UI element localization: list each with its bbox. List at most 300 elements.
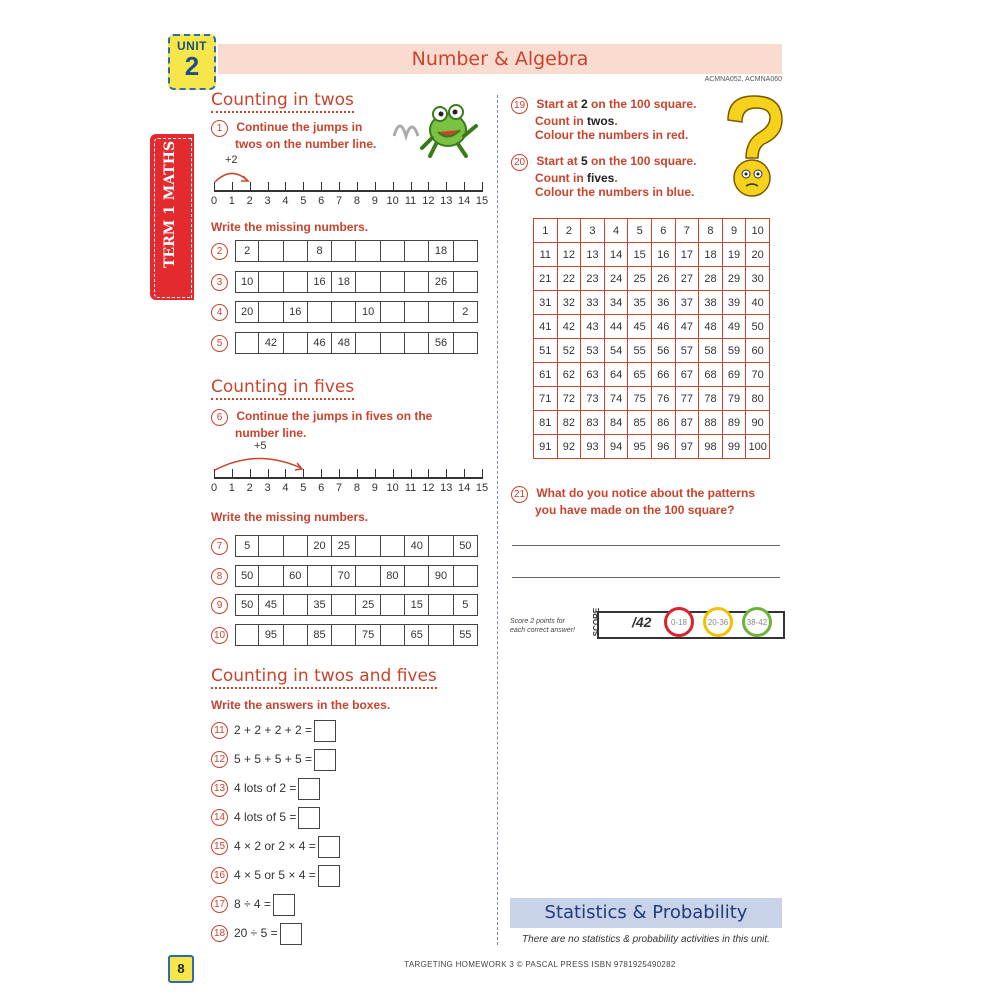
- score-note-line: Score 2 points for: [510, 618, 565, 625]
- hundred-square-cell[interactable]: 53: [581, 339, 605, 363]
- number-line-tick: [375, 182, 376, 192]
- hundred-square-cell[interactable]: 64: [604, 363, 628, 387]
- hundred-square-cell[interactable]: 57: [675, 339, 699, 363]
- number-line-label: 9: [371, 195, 378, 207]
- sequence-blank[interactable]: [381, 240, 405, 262]
- answer-box[interactable]: [298, 778, 320, 800]
- question-20: [511, 154, 721, 199]
- text-part: .: [614, 171, 618, 185]
- text-part: Count in: [535, 171, 587, 185]
- section-title-twos-fives: Counting in twos and fives: [211, 666, 437, 689]
- sequence-blank[interactable]: [235, 332, 259, 354]
- hundred-square-cell[interactable]: 42: [557, 315, 581, 339]
- hundred-square-cell[interactable]: 46: [651, 315, 675, 339]
- number-line-tick: [285, 469, 286, 479]
- number-line-label: 3: [264, 195, 271, 207]
- hundred-square-cell[interactable]: 39: [722, 291, 746, 315]
- number-line-fives: [210, 469, 489, 499]
- number-line-tick: [464, 182, 465, 192]
- hundred-square-cell[interactable]: 3: [581, 219, 605, 243]
- sequence-blank[interactable]: [284, 624, 308, 646]
- answer-line[interactable]: [512, 545, 780, 546]
- jump-label: +2: [225, 154, 238, 166]
- sequence-cell: 55: [454, 624, 478, 646]
- arith-question: [234, 778, 320, 800]
- score-band-ring[interactable]: 20-36: [703, 607, 733, 637]
- score-total[interactable]: /42: [632, 614, 652, 630]
- hundred-square-cell[interactable]: 91: [534, 435, 558, 459]
- number-line-tick: [393, 182, 394, 192]
- hundred-square-cell[interactable]: 65: [628, 363, 652, 387]
- number-line-tick: [411, 469, 412, 479]
- hundred-square-cell[interactable]: 96: [651, 435, 675, 459]
- sequence-blank[interactable]: [259, 301, 283, 323]
- text-part: .: [614, 114, 618, 128]
- sequence-blank[interactable]: [454, 565, 478, 587]
- sequence-cell: 20: [308, 535, 332, 557]
- hundred-square-cell[interactable]: 19: [722, 243, 746, 267]
- number-line-tick: [268, 469, 269, 479]
- curriculum-code: ACMNA052, ACMNA060: [704, 76, 782, 83]
- arith-question: [234, 807, 320, 829]
- sequence-blank[interactable]: [405, 240, 429, 262]
- sequence-blank[interactable]: [284, 332, 308, 354]
- section-title-twos: Counting in twos: [211, 90, 354, 113]
- hundred-square-cell[interactable]: 84: [604, 411, 628, 435]
- hundred-square-row: [534, 267, 770, 291]
- hundred-square-cell[interactable]: 5: [628, 219, 652, 243]
- hundred-square-cell[interactable]: 98: [699, 435, 723, 459]
- answer-box[interactable]: [318, 865, 340, 887]
- hundred-square-cell[interactable]: 44: [604, 315, 628, 339]
- sequence-cell: 16: [284, 301, 308, 323]
- question-number: 8: [211, 568, 228, 585]
- hundred-square-cell[interactable]: 29: [722, 267, 746, 291]
- hundred-square-cell[interactable]: 14: [604, 243, 628, 267]
- hundred-square-cell[interactable]: 56: [651, 339, 675, 363]
- sequence-cell: 2: [454, 301, 478, 323]
- instruction-twos: Write the missing numbers.: [211, 220, 369, 234]
- question-6: [211, 409, 481, 440]
- sequence-row: [235, 240, 478, 262]
- sequence-blank[interactable]: [308, 565, 332, 587]
- sequence-cell: 10: [356, 301, 380, 323]
- sequence-blank[interactable]: [429, 301, 453, 323]
- column-divider: [497, 95, 498, 945]
- answer-box[interactable]: [314, 720, 336, 742]
- question-number: 14: [211, 809, 228, 826]
- sequence-cell: 16: [308, 271, 332, 293]
- sequence-blank[interactable]: [429, 535, 453, 557]
- hundred-square-cell[interactable]: 49: [722, 315, 746, 339]
- number-line-label: 2: [246, 195, 253, 207]
- answer-box[interactable]: [314, 749, 336, 771]
- number-line-label: 15: [475, 482, 489, 494]
- text-emphasis: fives: [586, 171, 615, 185]
- hundred-square-cell[interactable]: 9: [722, 219, 746, 243]
- number-line-label: 13: [440, 482, 453, 494]
- sequence-blank[interactable]: [381, 594, 405, 616]
- number-line-tick: [482, 182, 483, 192]
- sequence-blank[interactable]: [454, 240, 478, 262]
- question-number: 9: [211, 597, 228, 614]
- number-line-label: 11: [404, 482, 417, 494]
- hundred-square-cell[interactable]: 15: [628, 243, 652, 267]
- sequence-cell: 10: [235, 271, 259, 293]
- arith-expression: 4 lots of 2 =: [234, 781, 297, 796]
- sequence-blank[interactable]: [405, 565, 429, 587]
- hundred-square-cell[interactable]: 18: [699, 243, 723, 267]
- number-line-tick: [446, 182, 447, 192]
- hundred-square-cell[interactable]: 36: [651, 291, 675, 315]
- number-line-label: 14: [458, 482, 471, 494]
- sequence-blank[interactable]: [235, 624, 259, 646]
- hundred-square-row: [534, 339, 770, 363]
- hundred-square-cell[interactable]: 25: [628, 267, 652, 291]
- sequence-row: [235, 301, 478, 323]
- hundred-square-cell[interactable]: 69: [722, 363, 746, 387]
- stats-title: Statistics & Probability: [544, 902, 748, 923]
- question-number: 20: [511, 154, 528, 171]
- number-line-label: 1: [228, 482, 235, 494]
- number-line-axis: [214, 190, 482, 192]
- hundred-square-cell[interactable]: 11: [534, 243, 558, 267]
- question-mark-illustration: [718, 92, 786, 200]
- hundred-square-cell[interactable]: 48: [699, 315, 723, 339]
- number-line-tick: [303, 469, 304, 479]
- hundred-square-cell[interactable]: 71: [534, 387, 558, 411]
- hundred-square-cell[interactable]: 52: [557, 339, 581, 363]
- question-number: 21: [511, 486, 528, 503]
- hundred-square-row: [534, 411, 770, 435]
- arith-question: [234, 923, 302, 945]
- hundred-square-cell[interactable]: 62: [557, 363, 581, 387]
- sequence-blank[interactable]: [405, 332, 429, 354]
- hundred-square-cell[interactable]: 1: [534, 219, 558, 243]
- text-part: on the 100 square.: [587, 154, 697, 168]
- sequence-cell: 46: [308, 332, 332, 354]
- hundred-square-cell[interactable]: 78: [699, 387, 723, 411]
- sequence-cell: 42: [259, 332, 283, 354]
- sequence-blank[interactable]: [284, 535, 308, 557]
- answer-box[interactable]: [318, 836, 340, 858]
- answer-box[interactable]: [298, 807, 320, 829]
- hundred-square-row: [534, 243, 770, 267]
- hundred-square-cell[interactable]: 22: [557, 267, 581, 291]
- hundred-square-cell[interactable]: 33: [581, 291, 605, 315]
- hundred-square-cell[interactable]: 7: [675, 219, 699, 243]
- hundred-square-cell[interactable]: 77: [675, 387, 699, 411]
- question-number: 11: [211, 722, 228, 739]
- hundred-square-cell[interactable]: 100: [746, 435, 770, 459]
- sequence-cell: 50: [235, 565, 259, 587]
- hundred-square-cell[interactable]: 28: [699, 267, 723, 291]
- sequence-cell: 18: [332, 271, 356, 293]
- arith-expression: 4 × 2 or 2 × 4 =: [234, 839, 316, 854]
- arith-expression: 4 lots of 5 =: [234, 810, 297, 825]
- number-line-label: 8: [353, 482, 360, 494]
- question-number: 16: [211, 867, 228, 884]
- number-line-label: 13: [440, 195, 453, 207]
- number-line-label: 10: [386, 195, 399, 207]
- number-line-label: 11: [404, 195, 417, 207]
- hundred-square-cell[interactable]: 66: [651, 363, 675, 387]
- hundred-square-cell[interactable]: 32: [557, 291, 581, 315]
- hundred-square-cell[interactable]: 38: [699, 291, 723, 315]
- number-line-tick: [232, 182, 233, 192]
- hundred-square-cell[interactable]: 24: [604, 267, 628, 291]
- question-number: 7: [211, 538, 228, 555]
- hundred-square-cell[interactable]: 85: [628, 411, 652, 435]
- hundred-square-cell[interactable]: 95: [628, 435, 652, 459]
- hundred-square-cell[interactable]: 94: [604, 435, 628, 459]
- sequence-blank[interactable]: [332, 594, 356, 616]
- hundred-square-cell[interactable]: 4: [604, 219, 628, 243]
- question-19: [511, 97, 721, 142]
- question-1: [211, 120, 401, 151]
- number-line-tick: [357, 182, 358, 192]
- hundred-square-cell[interactable]: 99: [722, 435, 746, 459]
- page-number: 8: [168, 955, 194, 983]
- hundred-square-cell[interactable]: 82: [557, 411, 581, 435]
- text-emphasis: 2: [581, 97, 588, 111]
- sequence-cell: 2: [235, 240, 259, 262]
- hundred-square-cell[interactable]: 73: [581, 387, 605, 411]
- score-note-line: each correct answer!: [510, 627, 575, 634]
- number-line-tick: [250, 469, 251, 479]
- instruction-fives: Write the missing numbers.: [211, 510, 369, 524]
- number-line-tick: [339, 182, 340, 192]
- sequence-cell: 85: [308, 624, 332, 646]
- instruction-answers: Write the answers in the boxes.: [211, 698, 391, 712]
- arith-question: [234, 720, 336, 742]
- sequence-blank[interactable]: [332, 301, 356, 323]
- arith-expression: 20 ÷ 5 =: [234, 926, 278, 941]
- score-band-ring[interactable]: 38-42: [742, 607, 772, 637]
- unit-badge: [168, 34, 216, 90]
- hundred-square-cell[interactable]: 10: [746, 219, 770, 243]
- sequence-cell: 50: [235, 594, 259, 616]
- answer-line[interactable]: [512, 577, 780, 578]
- hundred-square-cell[interactable]: 81: [534, 411, 558, 435]
- question-number: 5: [211, 335, 228, 352]
- hundred-square-row: [534, 387, 770, 411]
- question-number: 4: [211, 304, 228, 321]
- hundred-square-cell[interactable]: 6: [651, 219, 675, 243]
- sequence-cell: 8: [308, 240, 332, 262]
- sequence-cell: 20: [235, 301, 259, 323]
- hundred-square-cell[interactable]: 83: [581, 411, 605, 435]
- sequence-cell: 75: [356, 624, 380, 646]
- hundred-square: [533, 218, 770, 459]
- hundred-square-cell[interactable]: 43: [581, 315, 605, 339]
- hundred-square-row: [534, 219, 770, 243]
- hundred-square-cell[interactable]: 17: [675, 243, 699, 267]
- number-line-tick: [321, 469, 322, 479]
- sequence-blank[interactable]: [405, 301, 429, 323]
- hundred-square-cell[interactable]: 27: [675, 267, 699, 291]
- hundred-square-cell[interactable]: 31: [534, 291, 558, 315]
- hundred-square-cell[interactable]: 61: [534, 363, 558, 387]
- hundred-square-row: [534, 435, 770, 459]
- number-line-label: 1: [228, 195, 235, 207]
- hundred-square-cell[interactable]: 55: [628, 339, 652, 363]
- sequence-cell: 90: [429, 565, 453, 587]
- sequence-blank[interactable]: [381, 271, 405, 293]
- sequence-cell: 35: [308, 594, 332, 616]
- question-text: number line.: [235, 426, 307, 440]
- hundred-square-row: [534, 315, 770, 339]
- sequence-cell: 40: [405, 535, 429, 557]
- question-number: 13: [211, 780, 228, 797]
- hundred-square-cell[interactable]: 13: [581, 243, 605, 267]
- hundred-square-cell[interactable]: 79: [722, 387, 746, 411]
- number-line-label: 2: [246, 482, 253, 494]
- sequence-blank[interactable]: [405, 271, 429, 293]
- hundred-square-cell[interactable]: 47: [675, 315, 699, 339]
- hundred-square-cell[interactable]: 87: [675, 411, 699, 435]
- sequence-blank[interactable]: [356, 565, 380, 587]
- hundred-square-cell[interactable]: 76: [651, 387, 675, 411]
- hundred-square-cell[interactable]: 2: [557, 219, 581, 243]
- sequence-blank[interactable]: [356, 240, 380, 262]
- hundred-square-cell[interactable]: 92: [557, 435, 581, 459]
- arith-question: [234, 749, 336, 771]
- sequence-blank[interactable]: [381, 535, 405, 557]
- arith-expression: 5 + 5 + 5 + 5 =: [234, 752, 313, 767]
- sequence-row: [235, 535, 478, 557]
- hundred-square-cell[interactable]: 21: [534, 267, 558, 291]
- stats-note: There are no statistics & probability activities in this unit.: [522, 934, 770, 945]
- hundred-square-cell[interactable]: 74: [604, 387, 628, 411]
- score-band-ring[interactable]: 0-18: [664, 607, 694, 637]
- sequence-blank[interactable]: [356, 271, 380, 293]
- question-number: 1: [211, 120, 228, 137]
- sequence-blank[interactable]: [259, 271, 283, 293]
- hundred-square-cell[interactable]: 16: [651, 243, 675, 267]
- number-line-label: 14: [458, 195, 471, 207]
- hundred-square-cell[interactable]: 60: [746, 339, 770, 363]
- number-line-label: 6: [318, 482, 325, 494]
- hundred-square-cell[interactable]: 26: [651, 267, 675, 291]
- hundred-square-cell[interactable]: 75: [628, 387, 652, 411]
- number-line-tick: [482, 469, 483, 479]
- hundred-square-cell[interactable]: 97: [675, 435, 699, 459]
- number-line-tick: [214, 182, 215, 192]
- text-emphasis: twos: [586, 114, 615, 128]
- hundred-square-cell[interactable]: 89: [722, 411, 746, 435]
- hundred-square-cell[interactable]: 30: [746, 267, 770, 291]
- question-number: 6: [211, 409, 228, 426]
- hundred-square-cell[interactable]: 51: [534, 339, 558, 363]
- sequence-blank[interactable]: [259, 240, 283, 262]
- hundred-square-cell[interactable]: 58: [699, 339, 723, 363]
- sequence-blank[interactable]: [356, 535, 380, 557]
- sequence-row: [235, 332, 478, 354]
- number-line-label: 10: [386, 482, 399, 494]
- sequence-blank[interactable]: [454, 271, 478, 293]
- sequence-blank[interactable]: [259, 565, 283, 587]
- hundred-square-cell[interactable]: 63: [581, 363, 605, 387]
- question-text: Continue the jumps in: [236, 120, 363, 134]
- sequence-row: [235, 271, 478, 293]
- hundred-square-cell[interactable]: 8: [699, 219, 723, 243]
- hundred-square-cell[interactable]: 67: [675, 363, 699, 387]
- number-line-tick: [393, 469, 394, 479]
- score-note: [510, 617, 575, 635]
- sequence-blank[interactable]: [259, 535, 283, 557]
- sequence-blank[interactable]: [429, 624, 453, 646]
- number-line-tick: [214, 469, 215, 479]
- question-21: [511, 486, 781, 517]
- sequence-blank[interactable]: [308, 301, 332, 323]
- hundred-square-cell[interactable]: 72: [557, 387, 581, 411]
- sequence-cell: 45: [259, 594, 283, 616]
- sequence-blank[interactable]: [284, 240, 308, 262]
- sequence-blank[interactable]: [429, 594, 453, 616]
- hundred-square-cell[interactable]: 59: [722, 339, 746, 363]
- hundred-square-cell[interactable]: 23: [581, 267, 605, 291]
- number-line-label: 5: [300, 482, 307, 494]
- hundred-square-cell[interactable]: 86: [651, 411, 675, 435]
- hundred-square-cell[interactable]: 50: [746, 315, 770, 339]
- sequence-blank[interactable]: [332, 240, 356, 262]
- sequence-row: [235, 594, 478, 616]
- hundred-square-cell[interactable]: 41: [534, 315, 558, 339]
- hundred-square-cell[interactable]: 20: [746, 243, 770, 267]
- sequence-row: [235, 565, 478, 587]
- number-line-label: 12: [422, 482, 435, 494]
- hundred-square-cell[interactable]: 68: [699, 363, 723, 387]
- hundred-square-cell[interactable]: 80: [746, 387, 770, 411]
- hundred-square-cell[interactable]: 70: [746, 363, 770, 387]
- arith-expression: 2 + 2 + 2 + 2 =: [234, 723, 313, 738]
- sequence-blank[interactable]: [381, 301, 405, 323]
- sequence-blank[interactable]: [381, 332, 405, 354]
- arith-expression: 8 ÷ 4 =: [234, 897, 271, 912]
- hundred-square-cell[interactable]: 93: [581, 435, 605, 459]
- answer-box[interactable]: [273, 894, 295, 916]
- hundred-square-cell[interactable]: 37: [675, 291, 699, 315]
- question-number: 3: [211, 274, 228, 291]
- sequence-blank[interactable]: [381, 624, 405, 646]
- hundred-square-cell[interactable]: 12: [557, 243, 581, 267]
- number-line-tick: [428, 182, 429, 192]
- hundred-square-cell[interactable]: 40: [746, 291, 770, 315]
- number-line-label: 5: [300, 195, 307, 207]
- hundred-square-cell[interactable]: 34: [604, 291, 628, 315]
- sequence-blank[interactable]: [332, 624, 356, 646]
- hundred-square-cell[interactable]: 54: [604, 339, 628, 363]
- number-line-tick: [285, 182, 286, 192]
- sequence-cell: 5: [235, 535, 259, 557]
- number-line-axis: [214, 477, 482, 479]
- hundred-square-cell[interactable]: 88: [699, 411, 723, 435]
- hundred-square-cell[interactable]: 90: [746, 411, 770, 435]
- number-line-label: 0: [210, 195, 218, 207]
- hundred-square-cell[interactable]: 35: [628, 291, 652, 315]
- sequence-blank[interactable]: [356, 332, 380, 354]
- sequence-blank[interactable]: [454, 332, 478, 354]
- question-number: 18: [211, 925, 228, 942]
- sequence-blank[interactable]: [284, 594, 308, 616]
- sequence-blank[interactable]: [284, 271, 308, 293]
- answer-box[interactable]: [280, 923, 302, 945]
- number-line-tick: [268, 182, 269, 192]
- unit-number: 2: [184, 51, 200, 81]
- number-line-label: 15: [475, 195, 489, 207]
- hundred-square-cell[interactable]: 45: [628, 315, 652, 339]
